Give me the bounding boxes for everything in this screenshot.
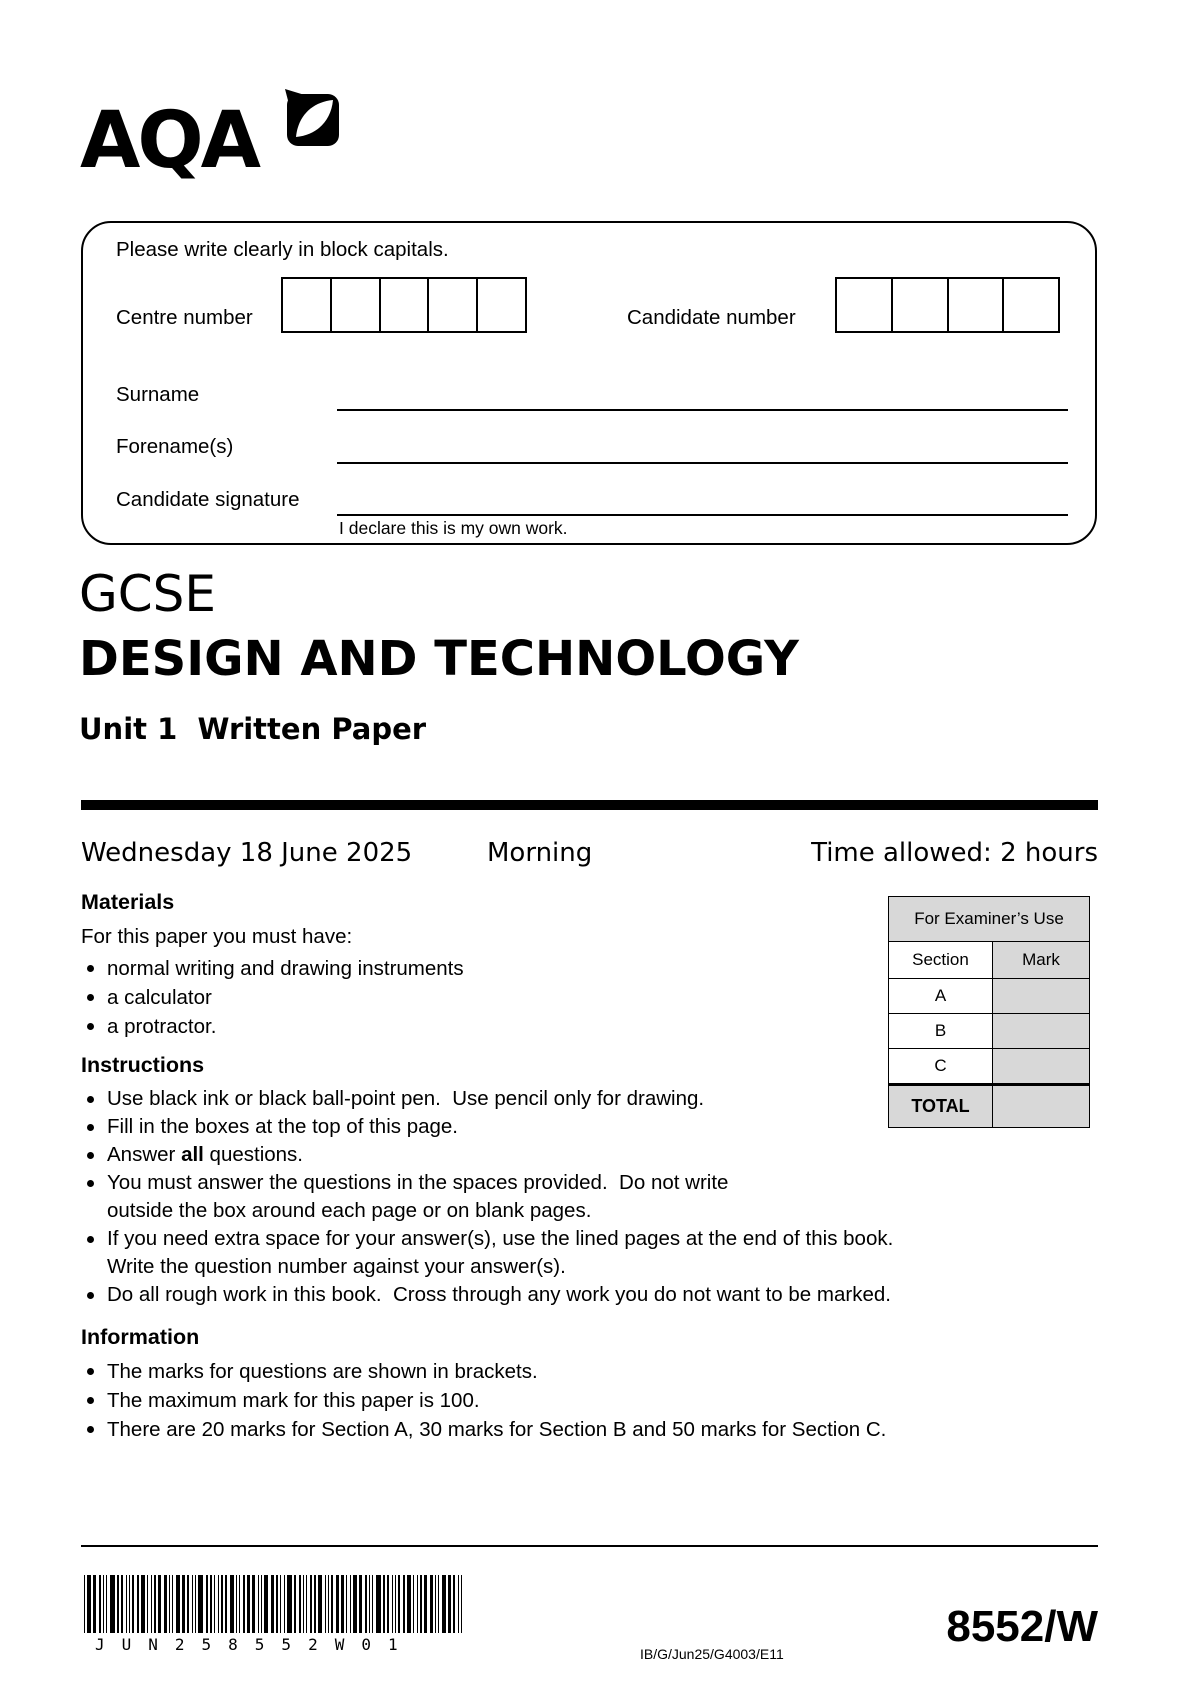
number-cell[interactable] xyxy=(281,277,332,333)
materials-item: a protractor. xyxy=(81,1012,841,1041)
instruction-item: You must answer the questions in the spaces provided. Do not write outside the box around each page or on blank pages. xyxy=(81,1169,777,1225)
candidate-number-cells xyxy=(835,277,1060,333)
section-a-label: A xyxy=(889,979,993,1013)
examiner-table-title: For Examiner’s Use xyxy=(889,897,1089,942)
mark-cell-total[interactable] xyxy=(993,1086,1089,1127)
number-cell[interactable] xyxy=(330,277,381,333)
aqa-leaf-icon xyxy=(284,88,342,151)
aqa-wordmark: AQA xyxy=(80,96,259,186)
information-section xyxy=(81,1325,1021,1444)
qualification-title: GCSE xyxy=(79,565,216,623)
instruction-item: If you need extra space for your answer(s), use the lined pages at the end of this book. Write the question number against your answer(s). xyxy=(81,1225,952,1281)
aqa-logo xyxy=(80,88,342,186)
unit-title: Unit 1 Written Paper xyxy=(79,712,427,746)
paper-code: 8552/W xyxy=(946,1602,1098,1651)
instruction-item: Do all rough work in this book. Cross through any work you do not want to be marked. xyxy=(81,1281,981,1309)
subject-title: DESIGN AND TECHNOLOGY xyxy=(79,631,799,687)
section-column-header: Section xyxy=(889,942,993,978)
declaration-text: I declare this is my own work. xyxy=(339,518,568,538)
instruction-item: Use black ink or black ball-point pen. Use pencil only for drawing. xyxy=(81,1085,981,1113)
signature-label: Candidate signature xyxy=(116,488,300,511)
examiner-table-header xyxy=(889,942,1089,979)
instruction-item: Fill in the boxes at the top of this page. xyxy=(81,1113,981,1141)
instructions-section xyxy=(81,1053,981,1309)
number-cell[interactable] xyxy=(947,277,1005,333)
block-capitals-note: Please write clearly in block capitals. xyxy=(116,238,449,261)
barcode xyxy=(84,1575,474,1633)
section-c-label: C xyxy=(889,1049,993,1083)
candidate-number-label: Candidate number xyxy=(627,306,796,329)
materials-section xyxy=(81,890,841,1041)
instruction-item xyxy=(81,1141,981,1169)
section-b-label: B xyxy=(889,1014,993,1048)
surname-label: Surname xyxy=(116,383,200,406)
examiner-row-a xyxy=(889,979,1089,1014)
mark-column-header: Mark xyxy=(993,942,1089,978)
materials-item: normal writing and drawing instruments xyxy=(81,954,841,983)
number-cell[interactable] xyxy=(891,277,949,333)
surname-field[interactable] xyxy=(337,409,1068,411)
number-cell[interactable] xyxy=(476,277,527,333)
materials-intro: For this paper you must have: xyxy=(81,925,353,948)
exam-session: Morning xyxy=(487,838,593,868)
footer-rule xyxy=(81,1545,1098,1547)
exam-date: Wednesday 18 June 2025 xyxy=(81,838,413,868)
mark-cell-c[interactable] xyxy=(993,1049,1089,1083)
forenames-field[interactable] xyxy=(337,462,1068,464)
centre-number-cells xyxy=(281,277,527,333)
forenames-label: Forename(s) xyxy=(116,435,234,458)
mark-cell-a[interactable] xyxy=(993,979,1089,1013)
information-heading: Information xyxy=(81,1325,200,1349)
examiner-row-b xyxy=(889,1014,1089,1049)
mark-cell-b[interactable] xyxy=(993,1014,1089,1048)
information-item: The maximum mark for this paper is 100. xyxy=(81,1386,1021,1415)
materials-heading: Materials xyxy=(81,890,175,914)
number-cell[interactable] xyxy=(835,277,893,333)
signature-field[interactable] xyxy=(337,514,1068,516)
candidate-details-box xyxy=(81,221,1097,545)
information-item: There are 20 marks for Section A, 30 marks for Section B and 50 marks for Section C. xyxy=(81,1415,1021,1444)
time-allowed: Time allowed: 2 hours xyxy=(811,838,1098,868)
session-row xyxy=(81,838,1098,874)
instruction-bold-text: all xyxy=(181,1143,204,1166)
doc-reference-code: IB/G/Jun25/G4003/E11 xyxy=(640,1646,784,1662)
materials-item: a calculator xyxy=(81,983,841,1012)
number-cell[interactable] xyxy=(379,277,430,333)
instruction-text: questions. xyxy=(203,1143,304,1166)
number-cell[interactable] xyxy=(1002,277,1060,333)
title-rule xyxy=(81,800,1098,810)
instructions-heading: Instructions xyxy=(81,1053,205,1077)
number-cell[interactable] xyxy=(427,277,478,333)
total-label: TOTAL xyxy=(889,1086,993,1127)
centre-number-label: Centre number xyxy=(116,306,253,329)
information-item: The marks for questions are shown in brackets. xyxy=(81,1357,1021,1386)
instruction-text: Answer xyxy=(107,1143,182,1166)
barcode-text: JUN258552W01 xyxy=(95,1635,415,1654)
